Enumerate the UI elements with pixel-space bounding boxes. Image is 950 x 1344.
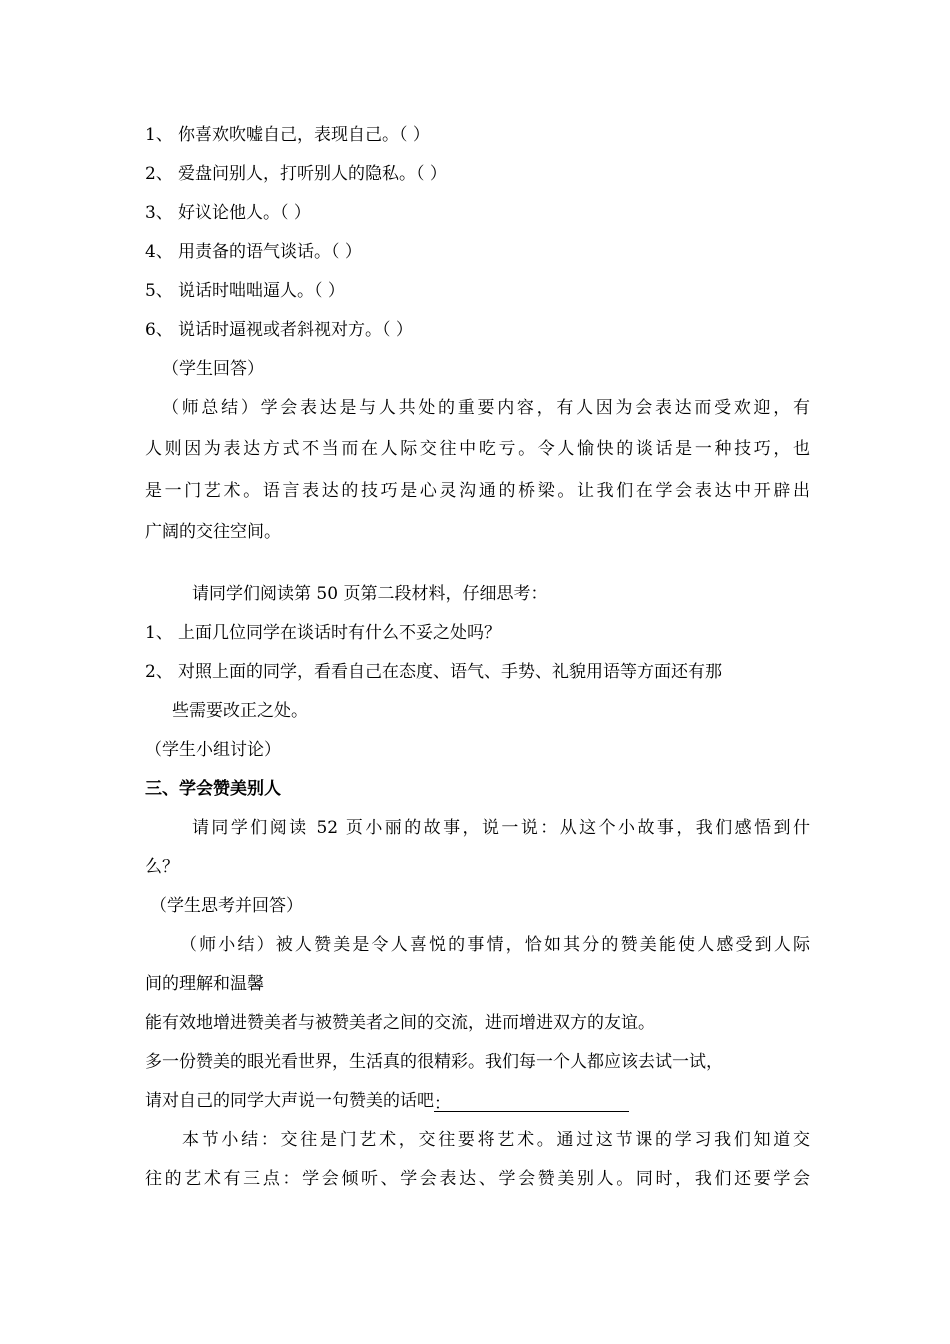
discussion-question-continued: 些需要改正之处。 (172, 701, 308, 721)
discussion-question: 1、 上面几位同学在谈话时有什么不妥之处吗？ (145, 623, 501, 643)
teacher-summary-line: （师总结）学会表达是与人共处的重要内容，有人因为会表达而受欢迎，有 (162, 398, 810, 418)
teacher-conclusion-line: （师小结）被人赞美是令人喜悦的事情，恰如其分的赞美能使人感受到人际 (180, 935, 810, 955)
question-item: 5、 说话时咄咄逼人。（ ） (145, 281, 345, 301)
praise-prompt-line: 请对自己的同学大声说一句赞美的话吧： (145, 1090, 810, 1112)
student-think-note: （学生思考并回答） (150, 896, 303, 916)
student-answer-note: （学生回答） (162, 359, 264, 379)
teacher-summary-line: 人则因为表达方式不当而在人际交往中吃亏。令人愉快的谈话是一种技巧，也 (145, 439, 810, 459)
question-item: 2、 爱盘问别人，打听别人的隐私。（ ） (145, 164, 447, 184)
question-item: 3、 好议论他人。（ ） (145, 203, 311, 223)
question-item: 6、 说话时逼视或者斜视对方。（ ） (145, 320, 413, 340)
discussion-question: 2、 对照上面的同学，看看自己在态度、语气、手势、礼貌用语等方面还有那 (145, 662, 722, 682)
teacher-conclusion-line: 间的理解和温馨 (145, 974, 264, 994)
exchange-line: 能有效地增进赞美者与被赞美者之间的交流，进而增进双方的友谊。 (145, 1013, 655, 1033)
praise-blank: ： (434, 1093, 629, 1112)
world-line: 多一份赞美的眼光看世界，生活真的很精彩。我们每一个人都应该去试一试， (145, 1052, 723, 1072)
group-discussion-note: （学生小组讨论） (145, 740, 281, 760)
reading-52-line: 么？ (145, 857, 179, 877)
lesson-summary-line: 本节小结：交往是门艺术，交往要将艺术。通过这节课的学习我们知道交 (182, 1130, 810, 1150)
question-item: 1、 你喜欢吹嘘自己，表现自己。（ ） (145, 125, 430, 145)
lesson-summary-line: 往的艺术有三点：学会倾听、学会表达、学会赞美别人。同时，我们还要学会 (145, 1169, 810, 1189)
reading-52-line: 请同学们阅读 52 页小丽的故事，说一说：从这个小故事，我们感悟到什 (192, 818, 810, 838)
reading-prompt: 请同学们阅读第 50 页第二段材料，仔细思考： (192, 584, 548, 604)
section-heading: 三、学会赞美别人 (145, 779, 281, 799)
teacher-summary-line: 广阔的交往空间。 (145, 522, 281, 542)
question-item: 4、 用责备的语气谈话。（ ） (145, 242, 362, 262)
teacher-summary-line: 是一门艺术。语言表达的技巧是心灵沟通的桥梁。让我们在学会表达中开辟出 (145, 481, 810, 501)
